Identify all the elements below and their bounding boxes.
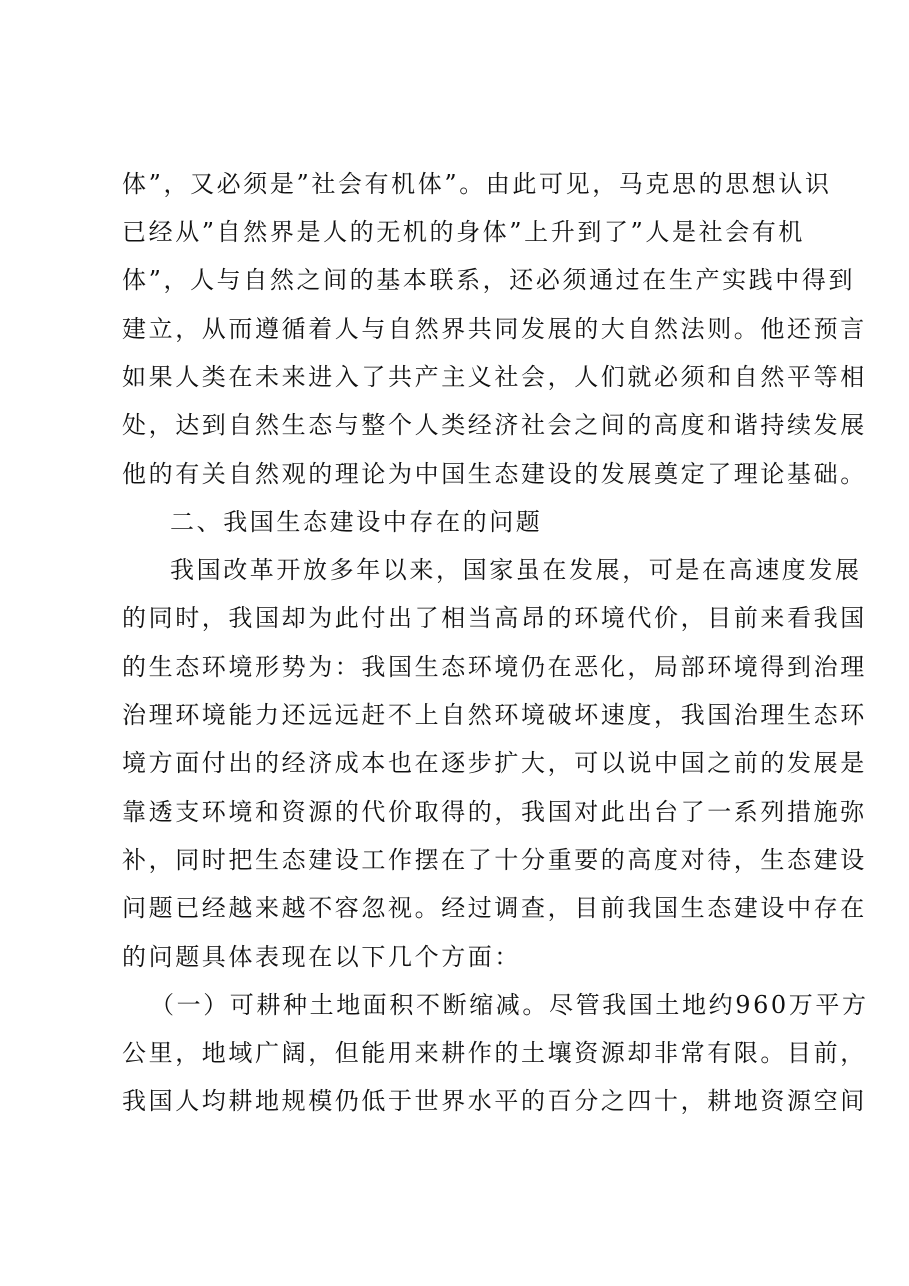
text-line: 建立，从而遵循着人与自然界共同发展的大自然法则。他还预言 bbox=[122, 315, 867, 343]
text-line: 体”，人与自然之间的基本联系，还必须通过在生产实践中得到 bbox=[122, 266, 856, 294]
text-line: 境方面付出的经济成本也在逐步扩大，可以说中国之前的发展是 bbox=[122, 749, 867, 777]
text-line: 的问题具体表现在以下几个方面： bbox=[122, 943, 521, 971]
text-line: 我国改革开放多年以来，国家虽在发展，可是在高速度发展 bbox=[170, 556, 862, 584]
text-line: 的同时，我国却为此付出了相当高昂的环境代价，目前来看我国 bbox=[122, 604, 867, 632]
text-line: 如果人类在未来进入了共产主义社会，人们就必须和自然平等相 bbox=[122, 363, 867, 391]
text-line: 补，同时把生态建设工作摆在了十分重要的高度对待，生态建设 bbox=[122, 846, 867, 874]
text-line: 他的有关自然观的理论为中国生态建设的发展奠定了理论基础。 bbox=[122, 460, 867, 488]
text-line: 处，达到自然生态与整个人类经济社会之间的高度和谐持续发展 bbox=[122, 411, 867, 439]
text-line: 已经从”自然界是人的无机的身体”上升到了”人是社会有机 bbox=[122, 218, 806, 246]
text-line: 体”，又必须是”社会有机体”。由此可见，马克思的思想认识 bbox=[122, 170, 832, 198]
text-line: 问题已经越来越不容忽视。经过调查，目前我国生态建设中存在 bbox=[122, 894, 867, 922]
section-heading: 二、我国生态建设中存在的问题 bbox=[170, 508, 543, 536]
text-line: 靠透支环境和资源的代价取得的，我国对此出台了一系列措施弥 bbox=[122, 798, 867, 826]
text-line: 我国人均耕地规模仍低于世界水平的百分之四十，耕地资源空间 bbox=[122, 1087, 867, 1115]
text-line: 治理环境能力还远远赶不上自然环境破坏速度，我国治理生态环 bbox=[122, 701, 867, 729]
text-line: 公里，地域广阔，但能用来耕作的土壤资源却非常有限。目前， bbox=[122, 1039, 867, 1067]
subsection-heading: （一）可耕种土地面积不断缩减。尽管我国土地约960万平方 bbox=[150, 991, 869, 1019]
text-line: 的生态环境形势为：我国生态环境仍在恶化，局部环境得到治理 bbox=[122, 653, 867, 681]
